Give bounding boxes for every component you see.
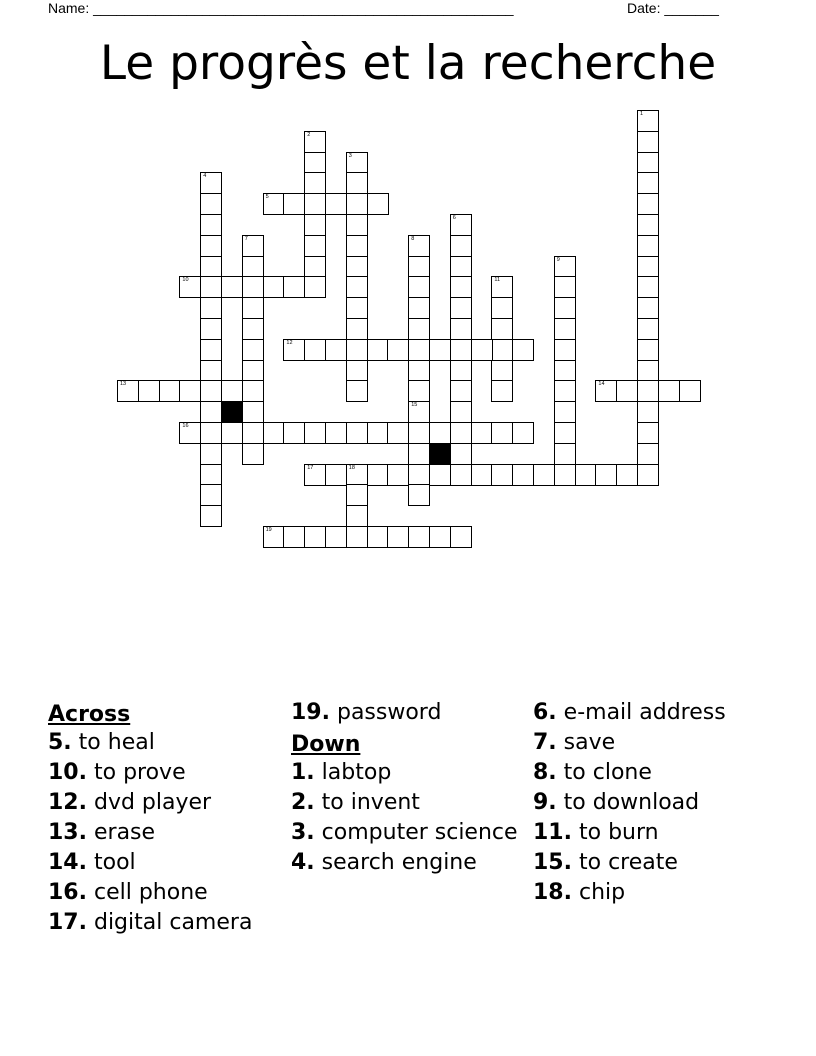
grid-cell[interactable] [200,484,222,506]
grid-cell[interactable] [637,360,659,382]
grid-cell[interactable] [450,380,472,402]
grid-cell[interactable] [408,339,430,361]
grid-cell[interactable] [512,464,534,486]
clue-number-label: 17 [307,464,314,471]
clue-item [48,760,286,786]
clue-item-text: tool [93,850,136,875]
grid-cell[interactable] [554,318,576,340]
grid-cell[interactable] [450,318,472,340]
date-field-label: Date: _______ [627,0,719,16]
grid-cell[interactable] [159,380,181,402]
grid-cell[interactable] [346,360,368,382]
grid-cell[interactable] [242,443,264,465]
grid-cell[interactable] [179,380,201,402]
grid-cell[interactable] [637,464,659,486]
clue-item-text: to heal [78,730,155,755]
grid-cell[interactable] [346,422,368,444]
clue-item-number: 10. [48,760,87,785]
grid-cell[interactable] [637,297,659,319]
grid-cell[interactable] [679,380,701,402]
grid-cell[interactable] [304,256,326,278]
grid-cell[interactable] [637,214,659,236]
grid-cell[interactable] [200,214,222,236]
grid-cell[interactable] [637,422,659,444]
grid-cell[interactable] [450,526,472,548]
grid-cell[interactable] [637,318,659,340]
grid-cell[interactable] [637,152,659,174]
clue-item-number: 9. [533,790,557,815]
grid-cell[interactable] [242,297,264,319]
grid-cell[interactable] [325,526,347,548]
clue-number-label: 10 [182,277,189,284]
clue-item [533,820,773,846]
grid-cell[interactable] [200,318,222,340]
grid-cell[interactable] [450,401,472,423]
clue-item [48,850,286,876]
grid-cell[interactable] [450,235,472,257]
clue-number-label: 6 [452,215,456,221]
clue-number-label: 18 [348,464,355,471]
clue-item [291,850,529,876]
grid-cell-blocked [429,443,451,465]
clue-item-number: 5. [48,730,72,755]
grid-cell[interactable] [200,172,222,194]
clue-number-label: 2 [307,131,311,138]
grid-cell-blocked [221,401,243,423]
clue-item-text: to download [563,790,700,815]
grid-cell[interactable] [450,276,472,298]
grid-cell[interactable] [346,339,368,361]
name-field-label: Name: ______________________________________________________ [48,0,514,16]
grid-cell[interactable] [346,256,368,278]
clue-item-text: labtop [321,760,392,785]
grid-cell[interactable] [304,422,326,444]
grid-cell[interactable] [408,443,430,465]
grid-cell[interactable] [491,464,513,486]
grid-cell[interactable] [429,339,451,361]
grid-cell[interactable] [346,464,368,486]
grid-cell[interactable] [367,193,389,215]
grid-cell[interactable] [554,339,576,361]
page-title: Le progrès et la recherche [99,36,717,91]
grid-cell[interactable] [450,214,472,236]
clue-item-text: digital camera [93,910,253,935]
grid-cell[interactable] [200,339,222,361]
clue-item [533,880,773,906]
clue-item-number: 8. [533,760,557,785]
grid-cell[interactable] [346,235,368,257]
grid-cell[interactable] [179,276,201,298]
clue-item-number: 2. [291,790,315,815]
grid-cell[interactable] [491,422,513,444]
grid-cell[interactable] [200,505,222,527]
clue-item-text: to create [578,850,678,875]
clue-item-number: 16. [48,880,87,905]
clue-column-1 [48,700,286,940]
grid-cell[interactable] [242,318,264,340]
grid-cell[interactable] [304,339,326,361]
grid-cell[interactable] [637,443,659,465]
grid-cell[interactable] [408,318,430,340]
clue-item [533,850,773,876]
grid-cell[interactable] [429,526,451,548]
grid-cell[interactable] [408,297,430,319]
grid-cell[interactable] [637,193,659,215]
clue-number-label: 9 [556,256,560,263]
grid-cell[interactable] [554,443,576,465]
clue-item-number: 1. [291,760,315,785]
grid-cell[interactable] [346,505,368,527]
clue-number-label: 12 [286,339,293,346]
clue-item-text: to clone [563,760,652,785]
clue-number-label: 8 [411,235,415,242]
grid-cell[interactable] [200,256,222,278]
grid-cell[interactable] [242,380,264,402]
grid-cell[interactable] [491,318,513,340]
grid-cell[interactable] [242,339,264,361]
grid-cell[interactable] [450,464,472,486]
grid-cell[interactable] [512,339,534,361]
grid-cell[interactable] [637,172,659,194]
clue-number-label: 5 [265,194,269,201]
grid-cell[interactable] [242,401,264,423]
grid-cell[interactable] [200,235,222,257]
grid-cell[interactable] [304,276,326,298]
clue-number-label: 15 [411,402,418,409]
grid-cell[interactable] [512,422,534,444]
clue-item [533,760,773,786]
grid-cell[interactable] [554,297,576,319]
grid-cell[interactable] [304,464,326,486]
grid-cell[interactable] [387,526,409,548]
grid-cell[interactable] [200,297,222,319]
clue-item-number: 4. [291,850,315,875]
clue-item-number: 17. [48,910,87,935]
grid-cell[interactable] [491,380,513,402]
clue-item [291,790,529,816]
grid-cell[interactable] [658,380,680,402]
grid-cell[interactable] [325,339,347,361]
grid-cell[interactable] [637,401,659,423]
clue-section-heading: Down [291,732,361,757]
grid-cell[interactable] [616,464,638,486]
grid-cell[interactable] [221,276,243,298]
grid-cell[interactable] [367,339,389,361]
grid-cell[interactable] [200,443,222,465]
grid-cell[interactable] [450,422,472,444]
grid-cell[interactable] [304,214,326,236]
grid-cell[interactable] [554,401,576,423]
clue-item-text: e-mail address [563,700,726,725]
clue-item-text: chip [578,880,626,905]
grid-cell[interactable] [554,276,576,298]
clue-item-text: to invent [321,790,420,815]
grid-cell[interactable] [200,380,222,402]
grid-cell[interactable] [221,380,243,402]
grid-cell[interactable] [450,443,472,465]
grid-cell[interactable] [367,526,389,548]
grid-cell[interactable] [200,276,222,298]
clue-item-number: 19. [291,700,330,725]
grid-cell[interactable] [408,422,430,444]
grid-cell[interactable] [408,276,430,298]
grid-cell[interactable] [554,380,576,402]
clue-item [291,700,529,726]
grid-cell[interactable] [408,526,430,548]
grid-cell[interactable] [346,484,368,506]
grid-cell[interactable] [346,318,368,340]
grid-cell[interactable] [450,256,472,278]
grid-cell[interactable] [637,276,659,298]
grid-cell[interactable] [242,235,264,257]
grid-cell[interactable] [304,526,326,548]
clue-item-text: erase [93,820,156,845]
grid-cell[interactable] [242,360,264,382]
grid-cell[interactable] [533,464,555,486]
grid-cell[interactable] [200,401,222,423]
grid-cell[interactable] [491,276,513,298]
grid-cell[interactable] [387,464,409,486]
clue-item [48,820,286,846]
clue-item-number: 7. [533,730,557,755]
grid-cell[interactable] [450,297,472,319]
clue-number-label: 7 [244,235,248,242]
grid-cell[interactable] [575,464,597,486]
grid-cell[interactable] [554,422,576,444]
grid-cell[interactable] [221,422,243,444]
clue-item-number: 6. [533,700,557,725]
grid-cell[interactable] [304,235,326,257]
grid-cell[interactable] [263,422,285,444]
clue-item-text: search engine [321,850,477,875]
grid-cell[interactable] [346,214,368,236]
clue-column-3 [533,700,773,910]
grid-cell[interactable] [346,172,368,194]
clue-item [48,790,286,816]
clue-column-2 [291,700,529,880]
grid-cell[interactable] [242,422,264,444]
grid-cell[interactable] [200,422,222,444]
clue-number-label: 13 [120,381,127,388]
clue-item [291,760,529,786]
clue-item-number: 14. [48,850,87,875]
clue-item-number: 12. [48,790,87,815]
clue-number-label: 11 [494,277,501,284]
grid-cell[interactable] [325,422,347,444]
grid-cell[interactable] [263,193,285,215]
clue-item-text: password [336,700,442,725]
grid-cell[interactable] [637,380,659,402]
clue-item-number: 11. [533,820,572,845]
grid-cell[interactable] [471,339,493,361]
grid-cell[interactable] [346,526,368,548]
grid-cell[interactable] [637,131,659,153]
clue-item-number: 15. [533,850,572,875]
grid-cell[interactable] [408,484,430,506]
grid-cell[interactable] [554,464,576,486]
grid-cell[interactable] [242,256,264,278]
grid-cell[interactable] [283,193,305,215]
grid-cell[interactable] [346,193,368,215]
grid-cell[interactable] [304,131,326,153]
grid-cell[interactable] [283,526,305,548]
grid-cell[interactable] [200,193,222,215]
clue-number-label: 14 [598,381,605,388]
clue-item [533,730,773,756]
grid-cell[interactable] [325,193,347,215]
clue-item [48,880,286,906]
grid-cell[interactable] [637,339,659,361]
grid-cell[interactable] [304,193,326,215]
clue-item-text: dvd player [93,790,212,815]
clue-item [533,700,773,726]
clue-item-text: to prove [93,760,186,785]
grid-cell[interactable] [200,360,222,382]
grid-cell[interactable] [283,276,305,298]
grid-cell[interactable] [408,380,430,402]
clue-item-text: to burn [578,820,659,845]
grid-cell[interactable] [304,172,326,194]
grid-cell[interactable] [491,339,513,361]
grid-cell[interactable] [325,464,347,486]
grid-cell[interactable] [408,360,430,382]
clue-item-text: cell phone [93,880,208,905]
clue-item-number: 18. [533,880,572,905]
grid-cell[interactable] [554,256,576,278]
grid-cell[interactable] [346,297,368,319]
grid-cell[interactable] [179,422,201,444]
clue-item-number: 3. [291,820,315,845]
clue-item [291,820,529,846]
grid-cell[interactable] [471,464,493,486]
grid-cell[interactable] [637,256,659,278]
grid-cell[interactable] [471,422,493,444]
grid-cell[interactable] [346,380,368,402]
grid-cell[interactable] [387,422,409,444]
grid-cell[interactable] [450,339,472,361]
grid-cell[interactable] [637,235,659,257]
grid-cell[interactable] [595,464,617,486]
clue-item [48,730,286,756]
grid-cell[interactable] [346,152,368,174]
grid-cell[interactable] [200,464,222,486]
clue-item-text: save [563,730,616,755]
grid-cell[interactable] [491,360,513,382]
grid-cell[interactable] [367,464,389,486]
grid-cell[interactable] [637,110,659,132]
grid-cell[interactable] [408,401,430,423]
clue-section-heading: Across [48,702,131,727]
grid-cell[interactable] [387,339,409,361]
grid-cell[interactable] [491,297,513,319]
clue-number-label: 16 [182,423,189,429]
grid-cell[interactable] [283,339,305,361]
clue-number-label: 19 [265,527,272,533]
grid-cell[interactable] [263,526,285,548]
grid-cell[interactable] [554,360,576,382]
grid-cell[interactable] [304,152,326,174]
grid-cell[interactable] [346,276,368,298]
clue-number-label: 1 [640,111,644,117]
grid-cell[interactable] [242,276,264,298]
clue-item-number: 13. [48,820,87,845]
grid-cell[interactable] [408,464,430,486]
grid-cell[interactable] [450,360,472,382]
clue-number-label: 3 [348,152,352,159]
grid-cell[interactable] [429,422,451,444]
clue-item [48,910,286,936]
grid-cell[interactable] [367,422,389,444]
grid-cell[interactable] [408,256,430,278]
grid-cell[interactable] [429,464,451,486]
grid-cell[interactable] [117,380,139,402]
grid-cell[interactable] [595,380,617,402]
clue-item [533,790,773,816]
clue-item-text: computer science [321,820,518,845]
grid-cell[interactable] [408,235,430,257]
grid-cell[interactable] [616,380,638,402]
grid-cell[interactable] [283,422,305,444]
grid-cell[interactable] [263,276,285,298]
grid-cell[interactable] [138,380,160,402]
clue-number-label: 4 [203,173,207,180]
